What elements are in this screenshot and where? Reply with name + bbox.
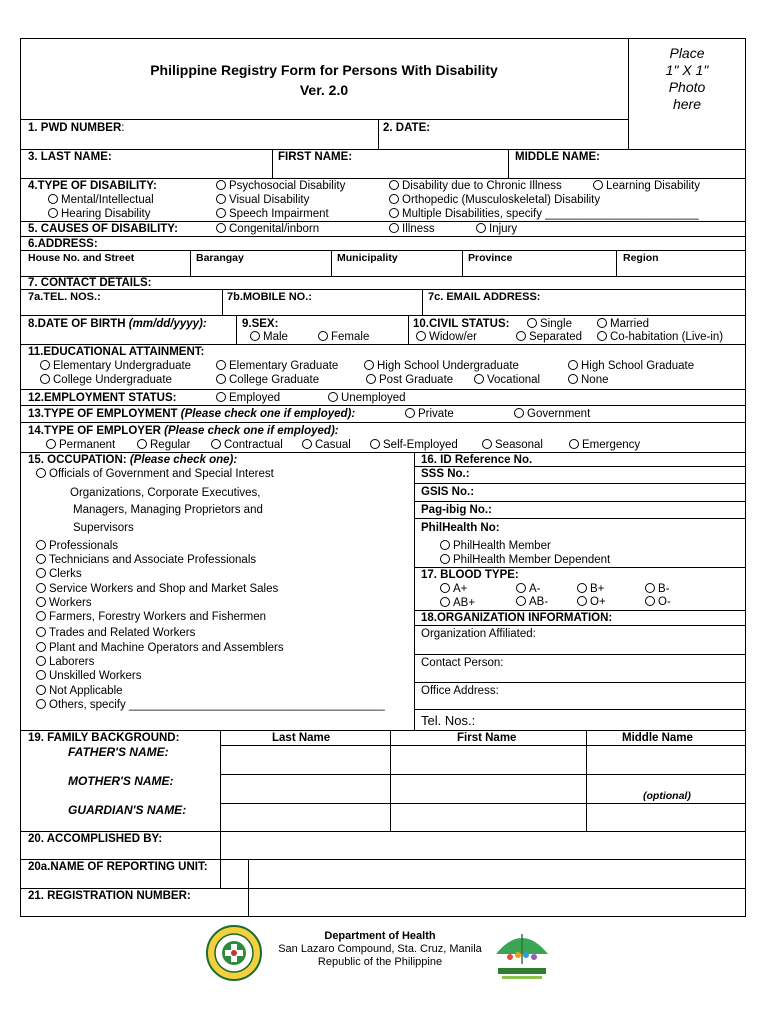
- gsis-label: GSIS No.:: [421, 486, 475, 498]
- option-regular[interactable]: Regular: [137, 439, 190, 452]
- option-blood-b-neg[interactable]: B-: [645, 583, 670, 596]
- tel-label: 7a.TEL. NOS.:: [28, 291, 101, 303]
- photo-placeholder: Place 1" X 1" Photo here: [665, 45, 709, 112]
- option-blood-o-pos[interactable]: O+: [577, 596, 606, 609]
- middle-name-label: MIDDLE NAME:: [515, 151, 600, 163]
- mother-name-label: MOTHER'S NAME:: [68, 774, 174, 788]
- option-workers[interactable]: Workers: [36, 597, 92, 610]
- option-blood-o-neg[interactable]: O-: [645, 596, 671, 609]
- registration-number-label: 21. REGISTRATION NUMBER:: [28, 890, 191, 902]
- option-orthopedic[interactable]: Orthopedic (Musculoskeletal) Disability: [389, 194, 600, 207]
- last-name-label: 3. LAST NAME:: [28, 151, 112, 163]
- option-trades[interactable]: Trades and Related Workers: [36, 627, 195, 640]
- option-vocational[interactable]: Vocational: [474, 374, 540, 387]
- option-blood-ab-neg[interactable]: AB-: [516, 596, 548, 609]
- region-label: Region: [623, 252, 659, 264]
- option-service-workers[interactable]: Service Workers and Shop and Market Sales: [36, 583, 278, 596]
- father-name-label: FATHER'S NAME:: [68, 745, 169, 759]
- option-professionals[interactable]: Professionals: [36, 540, 118, 553]
- option-unskilled[interactable]: Unskilled Workers: [36, 670, 141, 683]
- option-technicians[interactable]: Technicians and Associate Professionals: [36, 554, 256, 567]
- officials-line2: Organizations, Corporate Executives,: [70, 487, 261, 499]
- option-blood-a-pos[interactable]: A+: [440, 583, 467, 596]
- option-farmers[interactable]: Farmers, Forestry Workers and Fishermen: [36, 611, 266, 624]
- guardian-name-label: GUARDIAN'S NAME:: [68, 803, 187, 817]
- option-hs-undergrad[interactable]: High School Undergraduate: [364, 360, 519, 373]
- org-tel-label: Tel. Nos.:: [421, 713, 476, 728]
- occupation-label: 15. OCCUPATION: (Please check one):: [28, 454, 238, 466]
- civil-status-label: 10.CIVIL STATUS:: [413, 318, 510, 330]
- email-label: 7c. EMAIL ADDRESS:: [428, 291, 541, 303]
- option-permanent[interactable]: Permanent: [46, 439, 115, 452]
- mobile-label: 7b.MOBILE NO.:: [227, 291, 312, 303]
- family-background-label: 19. FAMILY BACKGROUND:: [28, 732, 180, 744]
- birth-label: 8.DATE OF BIRTH (mm/dd/yyyy):: [28, 318, 207, 330]
- option-casual[interactable]: Casual: [302, 439, 351, 452]
- disability-type-label: 4.TYPE OF DISABILITY:: [28, 180, 157, 192]
- option-elem-undergrad[interactable]: Elementary Undergraduate: [40, 360, 191, 373]
- optional-note: (optional): [643, 790, 691, 802]
- address-label: 6.ADDRESS:: [28, 238, 98, 250]
- office-address-label: Office Address:: [421, 685, 499, 697]
- officials-line3: Managers, Managing Proprietors and: [73, 504, 263, 516]
- org-affiliated-label: Organization Affiliated:: [421, 628, 536, 640]
- option-learning[interactable]: Learning Disability: [593, 180, 700, 193]
- family-first-name-header: First Name: [457, 732, 517, 744]
- pwd-number-label: 1. PWD NUMBER:: [28, 122, 125, 134]
- barangay-label: Barangay: [196, 252, 244, 264]
- option-government[interactable]: Government: [514, 408, 590, 421]
- option-seasonal[interactable]: Seasonal: [482, 439, 543, 452]
- footer-republic: Republic of the Philippine: [317, 956, 443, 968]
- option-philhealth-member[interactable]: PhilHealth Member: [440, 540, 551, 553]
- kalusugan-logo: [490, 924, 554, 982]
- option-philhealth-dependent[interactable]: PhilHealth Member Dependent: [440, 554, 610, 567]
- footer-department: Department of Health: [324, 930, 436, 942]
- option-hearing[interactable]: Hearing Disability: [48, 208, 150, 221]
- option-married[interactable]: Married: [597, 318, 649, 331]
- option-unemployed[interactable]: Unemployed: [328, 392, 406, 405]
- sss-label: SSS No.:: [421, 468, 470, 480]
- option-injury[interactable]: Injury: [476, 223, 517, 236]
- option-college-grad[interactable]: College Graduate: [216, 374, 319, 387]
- option-male[interactable]: Male: [250, 331, 288, 344]
- option-visual[interactable]: Visual Disability: [216, 194, 309, 207]
- option-single[interactable]: Single: [527, 318, 572, 331]
- option-multiple[interactable]: Multiple Disabilities, specify ________________________: [389, 208, 699, 221]
- option-laborers[interactable]: Laborers: [36, 656, 94, 669]
- option-blood-a-neg[interactable]: A-: [516, 583, 541, 596]
- contact-label: 7. CONTACT DETAILS:: [28, 277, 152, 289]
- employer-label: 14.TYPE OF EMPLOYER (Please check one if employed):: [28, 425, 339, 437]
- form-title: Philippine Registry Form for Persons With Disability Ver. 2.0: [150, 62, 498, 98]
- type-employment-label: 13.TYPE OF EMPLOYMENT (Please check one if employed):: [28, 408, 356, 420]
- option-illness[interactable]: Illness: [389, 223, 435, 236]
- option-none[interactable]: None: [568, 374, 609, 387]
- option-psychosocial[interactable]: Psychosocial Disability: [216, 180, 345, 193]
- organization-label: 18.ORGANIZATION INFORMATION:: [421, 612, 613, 624]
- family-last-name-header: Last Name: [272, 732, 331, 744]
- option-emergency[interactable]: Emergency: [569, 439, 640, 452]
- option-self-employed[interactable]: Self-Employed: [370, 439, 458, 452]
- date-label: 2. DATE:: [383, 122, 431, 134]
- option-blood-ab-pos[interactable]: AB+: [440, 597, 475, 610]
- province-label: Province: [468, 252, 513, 264]
- education-label: 11.EDUCATIONAL ATTAINMENT:: [28, 346, 205, 358]
- option-blood-b-pos[interactable]: B+: [577, 583, 604, 596]
- blood-type-label: 17. BLOOD TYPE:: [421, 569, 519, 581]
- causes-label: 5. CAUSES OF DISABILITY:: [28, 223, 178, 235]
- first-name-label: FIRST NAME:: [278, 151, 353, 163]
- footer-address: San Lazaro Compound, Sta. Cruz, Manila: [278, 943, 482, 955]
- option-not-applicable[interactable]: Not Applicable: [36, 685, 123, 698]
- option-separated[interactable]: Separated: [516, 331, 582, 344]
- option-female[interactable]: Female: [318, 331, 369, 344]
- accomplished-by-label: 20. ACCOMPLISHED BY:: [28, 833, 163, 845]
- option-officials[interactable]: Officials of Government and Special Interest: [36, 468, 274, 481]
- option-elem-grad[interactable]: Elementary Graduate: [216, 360, 338, 373]
- doh-seal: [205, 924, 263, 982]
- pagibig-label: Pag-ibig No.:: [421, 504, 492, 516]
- option-plant-operators[interactable]: Plant and Machine Operators and Assemblers: [36, 642, 284, 655]
- option-private[interactable]: Private: [405, 408, 454, 421]
- officials-line4: Supervisors: [73, 522, 134, 534]
- option-post-grad[interactable]: Post Graduate: [366, 374, 453, 387]
- option-college-undergrad[interactable]: College Undergraduate: [40, 374, 172, 387]
- employment-status-label: 12.EMPLOYMENT STATUS:: [28, 392, 177, 404]
- option-chronic-illness[interactable]: Disability due to Chronic Illness: [389, 180, 562, 193]
- reporting-unit-label: 20a.NAME OF REPORTING UNIT:: [28, 861, 208, 873]
- option-cohabitation[interactable]: Co-habitation (Live-in): [597, 331, 723, 344]
- option-mental[interactable]: Mental/Intellectual: [48, 194, 154, 207]
- id-reference-label: 16. ID Reference No.: [421, 454, 533, 466]
- philhealth-label: PhilHealth No:: [421, 522, 500, 534]
- option-speech[interactable]: Speech Impairment: [216, 208, 329, 221]
- option-others[interactable]: Others, specify ________________________________________: [36, 699, 385, 712]
- sex-label: 9.SEX:: [242, 318, 279, 330]
- option-congenital[interactable]: Congenital/inborn: [216, 223, 319, 236]
- option-hs-grad[interactable]: High School Graduate: [568, 360, 694, 373]
- family-middle-name-header: Middle Name: [622, 732, 693, 744]
- contact-person-label: Contact Person:: [421, 657, 504, 669]
- option-widow[interactable]: Widow/er: [416, 331, 477, 344]
- option-employed[interactable]: Employed: [216, 392, 280, 405]
- option-contractual[interactable]: Contractual: [211, 439, 283, 452]
- municipality-label: Municipality: [337, 252, 398, 264]
- option-clerks[interactable]: Clerks: [36, 568, 82, 581]
- house-label: House No. and Street: [28, 252, 135, 264]
